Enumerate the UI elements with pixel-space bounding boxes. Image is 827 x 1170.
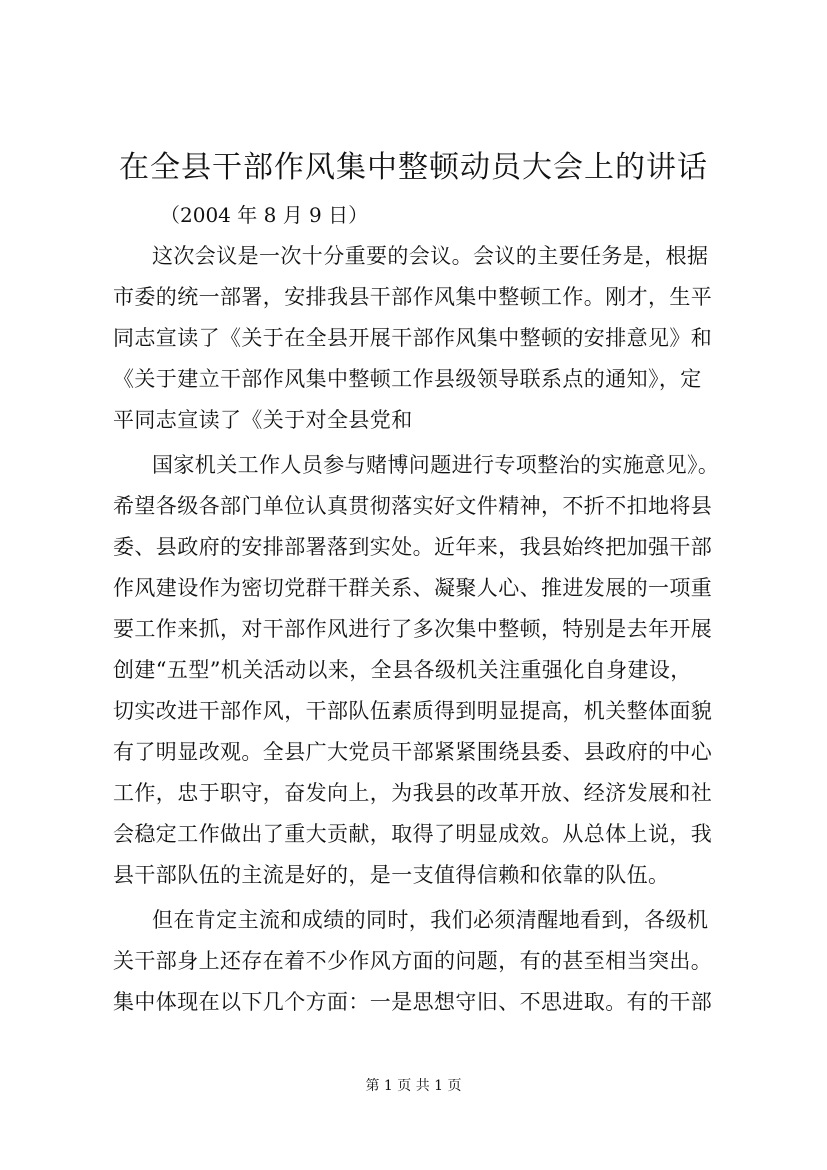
body-line: 县干部队伍的主流是好的，是一支值得信赖和依靠的队伍。 — [113, 863, 670, 887]
body-line: 作风建设作为密切党群干群关系、凝聚人心、推进发展的一项重 — [113, 576, 713, 600]
speech-date: （2004 年 8 月 9 日） — [160, 203, 369, 227]
body-line: 委、县政府的安排部署落到实处。近年来，我县始终把加强干部 — [113, 535, 713, 559]
body-line: 市委的统一部署，安排我县干部作风集中整顿工作。刚才，生平 — [113, 285, 713, 309]
body-line: 希望各级各部门单位认真贯彻落实好文件精神，不折不扣地将县 — [113, 494, 713, 518]
body-line: 这次会议是一次十分重要的会议。会议的主要任务是，根据 — [152, 244, 709, 268]
body-line: 同志宣读了《关于在全县开展干部作风集中整顿的安排意见》和 — [113, 326, 713, 350]
body-line: 要工作来抓，对干部作风进行了多次集中整顿，特别是去年开展 — [113, 617, 713, 641]
body-line: 平同志宣读了《关于对全县党和 — [113, 408, 413, 432]
body-line: 有了明显改观。全县广大党员干部紧紧围绕县委、县政府的中心 — [113, 740, 713, 764]
body-line: 关干部身上还存在着不少作风方面的问题，有的甚至相当突出。 — [113, 949, 713, 973]
body-line: 创建“五型”机关活动以来，全县各级机关注重强化自身建设， — [113, 658, 692, 682]
body-line: 会稳定工作做出了重大贡献，取得了明显成效。从总体上说，我 — [113, 822, 713, 846]
body-line: 集中体现在以下几个方面：一是思想守旧、不思进取。有的干部 — [113, 990, 713, 1014]
body-line: 《关于建立干部作风集中整顿工作县级领导联系点的通知》，定 — [113, 367, 702, 391]
document-title: 在全县干部作风集中整顿动员大会上的讲话 — [119, 150, 708, 185]
body-line: 切实改进干部作风，干部队伍素质得到明显提高，机关整体面貌 — [113, 699, 713, 723]
body-line: 工作，忠于职守，奋发向上，为我县的改革开放、经济发展和社 — [113, 781, 713, 805]
body-line: 国家机关工作人员参与赌博问题进行专项整治的实施意见》。 — [152, 453, 720, 477]
page-footer: 第 1 页 共 1 页 — [365, 1078, 462, 1094]
body-line: 但在肯定主流和成绩的同时，我们必须清醒地看到，各级机 — [152, 908, 709, 932]
